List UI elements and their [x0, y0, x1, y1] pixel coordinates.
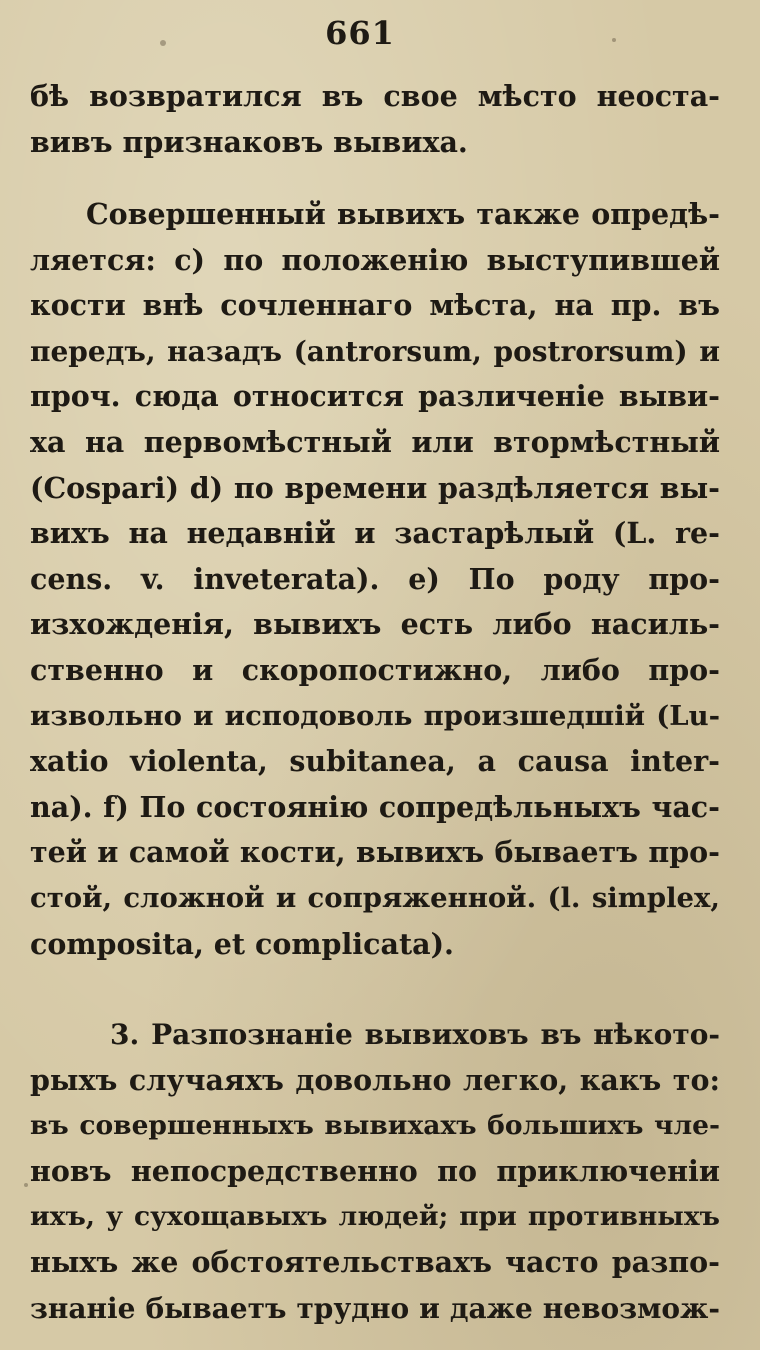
text-line: въ совершенныхъ вывихахъ большихъ чле-: [30, 1110, 720, 1142]
text-line: cens. v. inveterata). e) По роду про-: [30, 561, 720, 596]
text-line: ныхъ же обстоятельствахъ часто разпо-: [30, 1244, 720, 1279]
text-line: ихъ, у сухощавыхъ людей; при противныхъ: [30, 1201, 720, 1233]
text-line: Совершенный вывихъ также опредѣ-: [86, 197, 720, 231]
paragraph-continuation: [30, 74, 720, 165]
text-line: вивъ признаковъ вывиха.: [30, 124, 468, 159]
ink-speck: [612, 38, 616, 42]
text-line: бѣ возвратился въ свое мѣсто неоста-: [30, 79, 720, 113]
page-number: 661: [325, 14, 395, 52]
text-line: 3. Разпознаніе вывиховъ въ нѣкото-: [110, 1018, 720, 1051]
paragraph-classification: [30, 192, 720, 967]
text-line: вихъ на недавній и застарѣлый (L. re-: [30, 516, 720, 551]
text-line: извольно и исподоволь произшедшій (Lu-: [30, 699, 720, 732]
text-line: изхожденія, вывихъ есть либо насиль-: [30, 607, 720, 642]
text-line: передъ, назадъ (antrorsum, postrorsum) и: [30, 334, 720, 368]
text-line: ха на первомѣстный или втормѣстный: [30, 424, 720, 459]
text-line: знаніе бываетъ трудно и даже невозмож-: [30, 1291, 720, 1325]
text-line: (Cospari) d) по времени раздѣляется вы-: [30, 470, 720, 505]
text-line: composita, et complicata).: [30, 926, 454, 961]
text-line: стой, сложной и сопряженной. (l. simplex,: [30, 881, 720, 914]
ink-speck: [160, 40, 166, 46]
text-line: тей и самой кости, вывихъ бываетъ про-: [30, 835, 720, 870]
text-line: кости внѣ сочленнаго мѣста, на пр. въ: [30, 288, 720, 323]
text-line: ляется: c) по положенію выступившей: [30, 242, 720, 277]
text-line: ственно и скоропостижно, либо про-: [30, 652, 720, 687]
text-line: новъ непосредственно по приключеніи: [30, 1153, 720, 1188]
text-line: проч. сюда относится различеніе выви-: [30, 379, 720, 414]
text-line: na). f) По состоянію сопредѣльныхъ час-: [30, 789, 720, 824]
paragraph-diagnosis: [30, 1012, 720, 1331]
text-line: рыхъ случаяхъ довольно легко, какъ то:: [30, 1062, 720, 1097]
text-line: xatio violenta, subitanea, a causa inter-: [30, 744, 720, 779]
ink-speck: [24, 1183, 28, 1187]
